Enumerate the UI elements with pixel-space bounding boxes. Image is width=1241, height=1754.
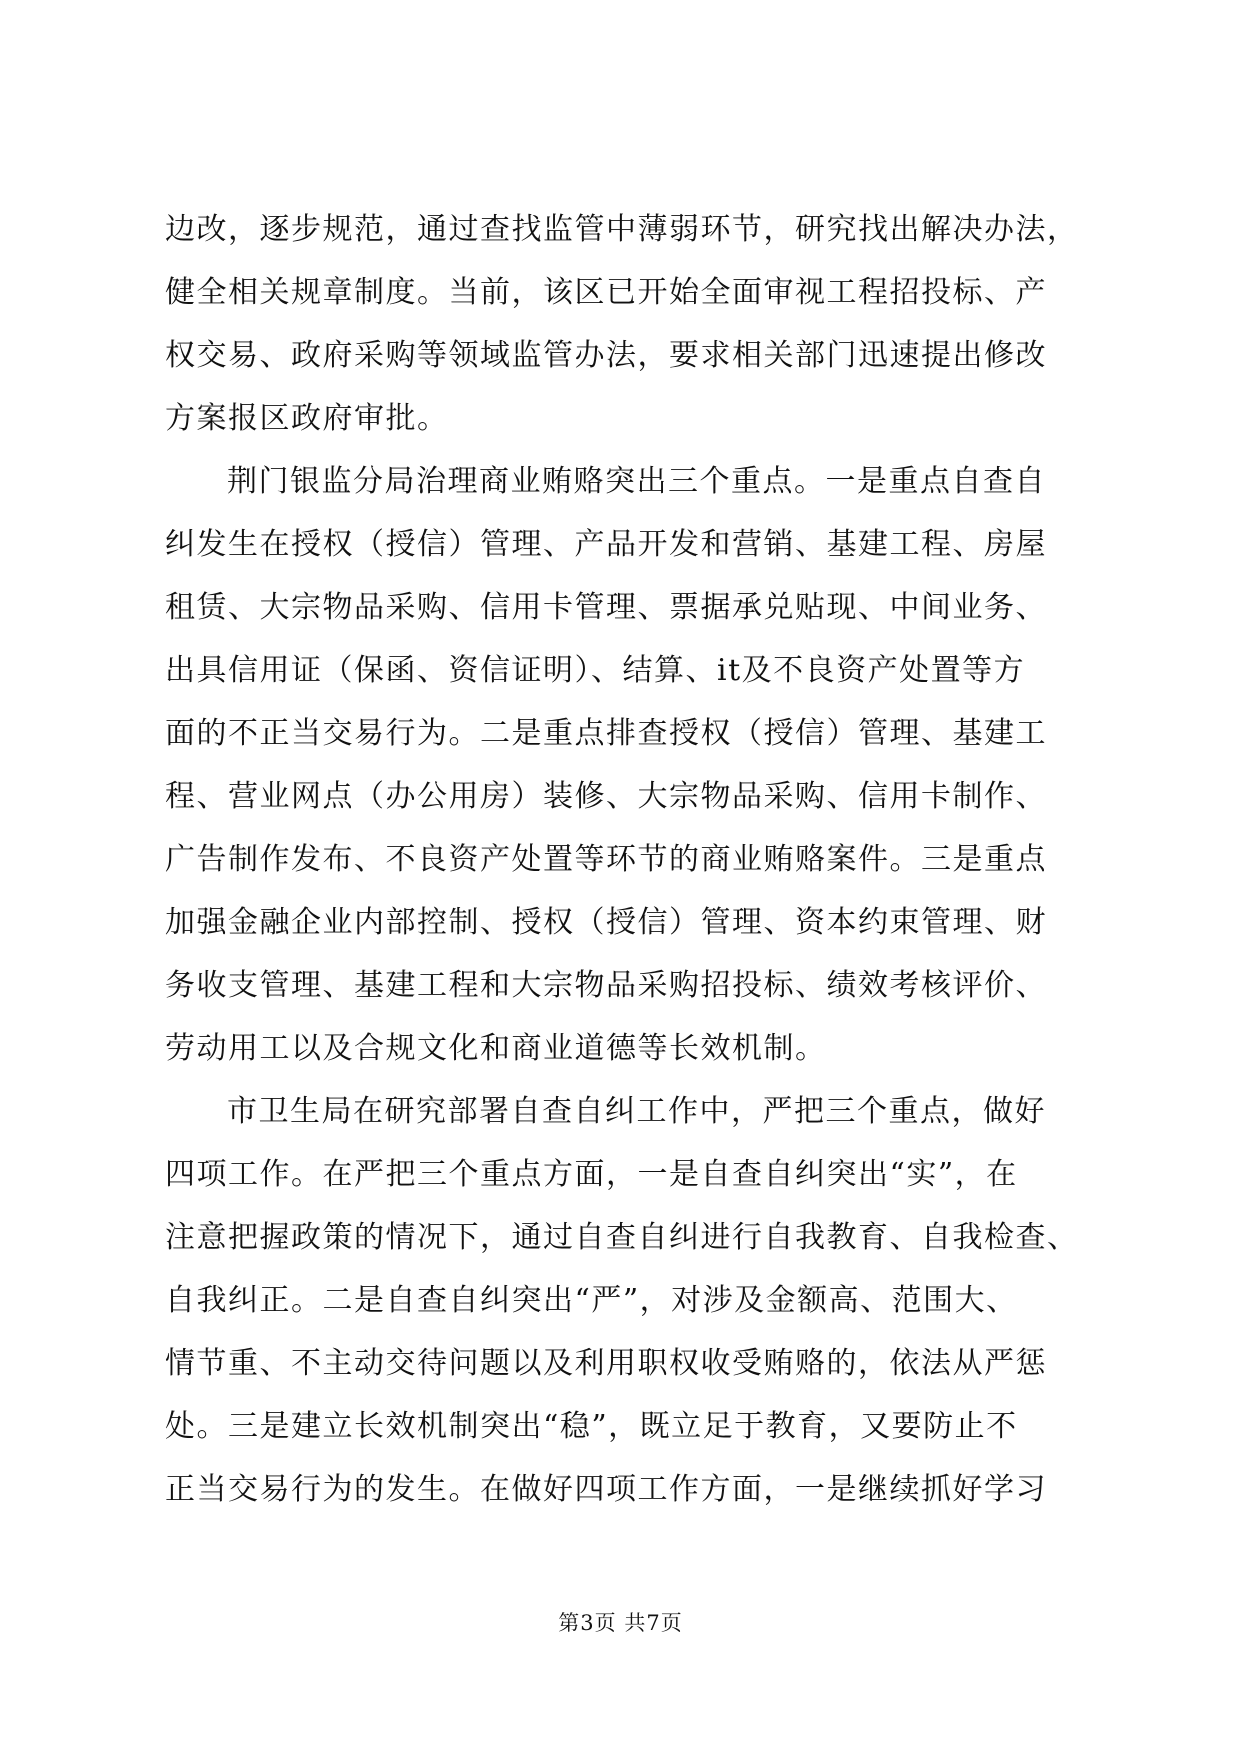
body-text	[165, 198, 1077, 1521]
text-line: 务收支管理、基建工程和大宗物品采购招投标、绩效考核评价、	[165, 968, 1047, 1003]
text-line: 加强金融企业内部控制、授权（授信）管理、资本约束管理、财	[165, 905, 1047, 940]
text-line: 四项工作。在严把三个重点方面，一是自查自纠突出“实”，在	[165, 1157, 1018, 1192]
text-line: 边改，逐步规范，通过查找监管中薄弱环节，研究找出解决办法，	[165, 212, 1079, 247]
page-number-footer: 第3页 共7页	[558, 1611, 683, 1635]
text-line: 方案报区政府审批。	[165, 401, 449, 436]
text-line: 纠发生在授权（授信）管理、产品开发和营销、基建工程、房屋	[165, 527, 1047, 562]
text-line: 租赁、大宗物品采购、信用卡管理、票据承兑贴现、中间业务、	[165, 590, 1047, 625]
text-line: 注意把握政策的情况下，通过自查自纠进行自我教育、自我检查、	[165, 1220, 1079, 1255]
paragraph-first-line: 市卫生局在研究部署自查自纠工作中，严把三个重点，做好	[227, 1094, 1046, 1129]
text-line: 劳动用工以及合规文化和商业道德等长效机制。	[165, 1031, 827, 1066]
text-line: 出具信用证（保函、资信证明）、结算、it及不良资产处置等方	[165, 653, 1026, 688]
text-line: 健全相关规章制度。当前，该区已开始全面审视工程招投标、产	[165, 275, 1047, 310]
paragraph-first-line: 荆门银监分局治理商业贿赂突出三个重点。一是重点自查自	[227, 464, 1046, 499]
text-line: 情节重、不主动交待问题以及利用职权收受贿赂的，依法从严惩	[165, 1346, 1047, 1381]
text-line: 程、营业网点（办公用房）装修、大宗物品采购、信用卡制作、	[165, 779, 1047, 814]
text-line: 广告制作发布、不良资产处置等环节的商业贿赂案件。三是重点	[165, 842, 1047, 877]
text-line: 面的不正当交易行为。二是重点排查授权（授信）管理、基建工	[165, 716, 1047, 751]
text-line: 权交易、政府采购等领域监管办法，要求相关部门迅速提出修改	[165, 338, 1047, 373]
text-line: 正当交易行为的发生。在做好四项工作方面，一是继续抓好学习	[165, 1472, 1047, 1507]
text-line: 处。三是建立长效机制突出“稳”，既立足于教育，又要防止不	[165, 1409, 1018, 1444]
text-line: 自我纠正。二是自查自纠突出“严”，对涉及金额高、范围大、	[165, 1283, 1018, 1318]
